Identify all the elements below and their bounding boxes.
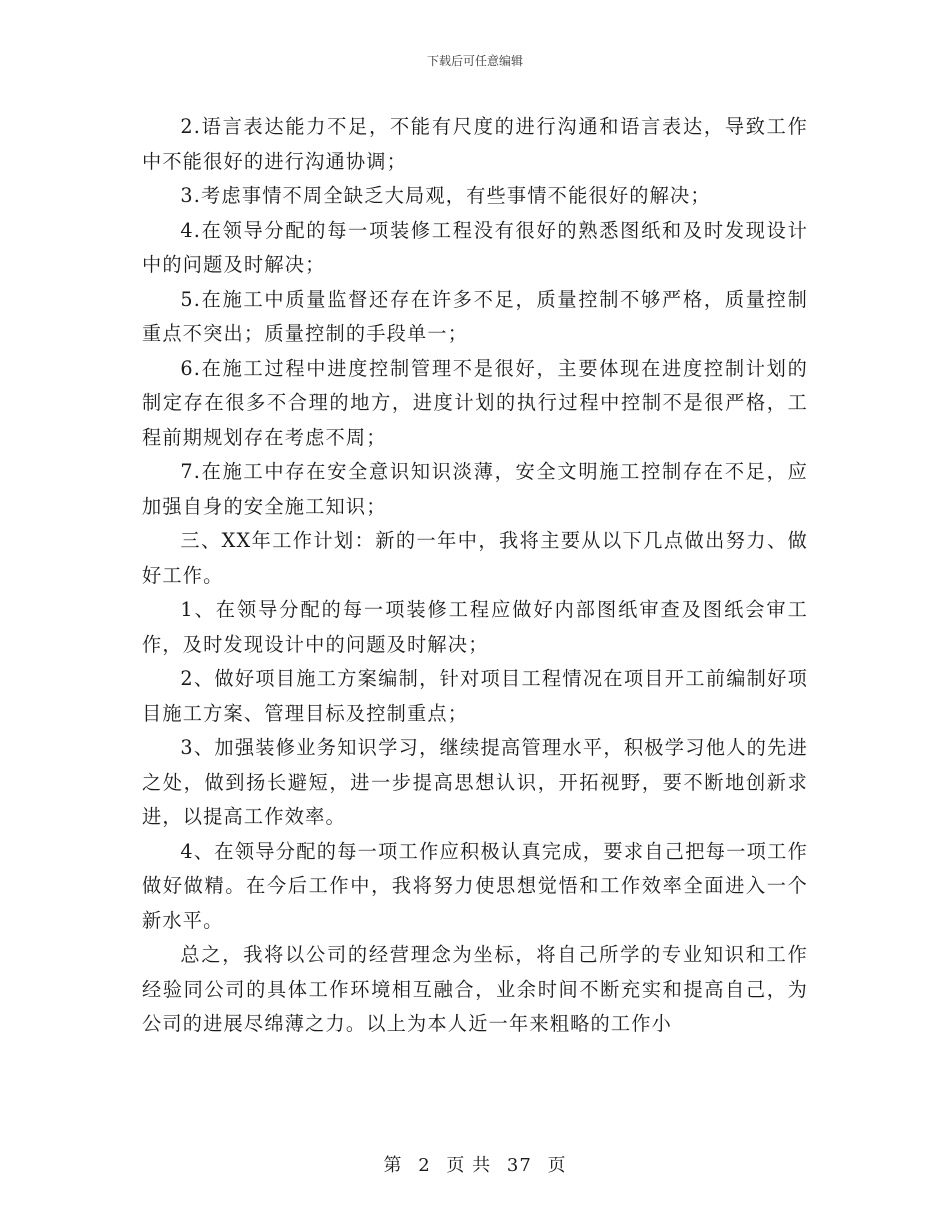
total-page-count: 37 — [506, 1155, 532, 1176]
section-heading-paragraph: 三、XX年工作计划：新的一年中，我将主要从以下几点做出努力、做好工作。 — [142, 529, 808, 587]
page-footer — [0, 1154, 950, 1178]
paragraph: 5.在施工中质量监督还存在许多不足，质量控制不够严格，质量控制重点不突出；质量控制的手段单一； — [142, 287, 808, 345]
paragraph: 6.在施工过程中进度控制管理不是很好，主要体现在进度控制计划的制定存在很多不合理的地方，进度计划的执行过程中控制不是很严格，工程前期规划存在考虑不周； — [142, 356, 808, 449]
paragraph: 3、加强装修业务知识学习，继续提高管理水平，积极学习他人的先进之处，做到扬长避短，进一步提高思想认识，开拓视野，要不断地创新求进，以提高工作效率。 — [142, 736, 808, 828]
page-header: 下载后可任意编辑 — [426, 54, 523, 68]
paragraph: 4.在领导分配的每一项装修工程没有很好的熟悉图纸和及时发现设计中的问题及时解决； — [142, 218, 808, 276]
page-label-prefix: 第 — [383, 1155, 403, 1176]
paragraph: 4、在领导分配的每一项工作应积极认真完成，要求自己把每一项工作做好做精。在今后工作中，我将努力使思想觉悟和工作效率全面进入一个新水平。 — [142, 839, 808, 932]
page-label-middle: 页 共 — [446, 1155, 492, 1176]
paragraph: 2.语言表达能力不足，不能有尺度的进行沟通和语言表达，导致工作中不能很好的进行沟通协调； — [142, 115, 808, 173]
page-label-suffix: 页 — [547, 1155, 567, 1176]
paragraph: 1、在领导分配的每一项装修工程应做好内部图纸审查及图纸会审工作，及时发现设计中的问题及时解决； — [142, 598, 808, 656]
paragraph: 2、做好项目施工方案编制，针对项目工程情况在项目开工前编制好项目施工方案、管理目标及控制重点； — [142, 667, 808, 725]
current-page-number: 2 — [418, 1155, 431, 1176]
document-body — [142, 110, 808, 1042]
paragraph: 3.考虑事情不周全缺乏大局观，有些事情不能很好的解决； — [180, 184, 711, 207]
paragraph: 总之，我将以公司的经营理念为坐标，将自己所学的专业知识和工作经验同公司的具体工作环境相互融合，业余时间不断充实和提高自己，为公司的进展尽绵薄之力。以上为本人近一年来粗略的工作小 — [142, 943, 808, 1035]
paragraph: 7.在施工中存在安全意识知识淡薄，安全文明施工控制存在不足，应加强自身的安全施工知识； — [142, 460, 808, 518]
